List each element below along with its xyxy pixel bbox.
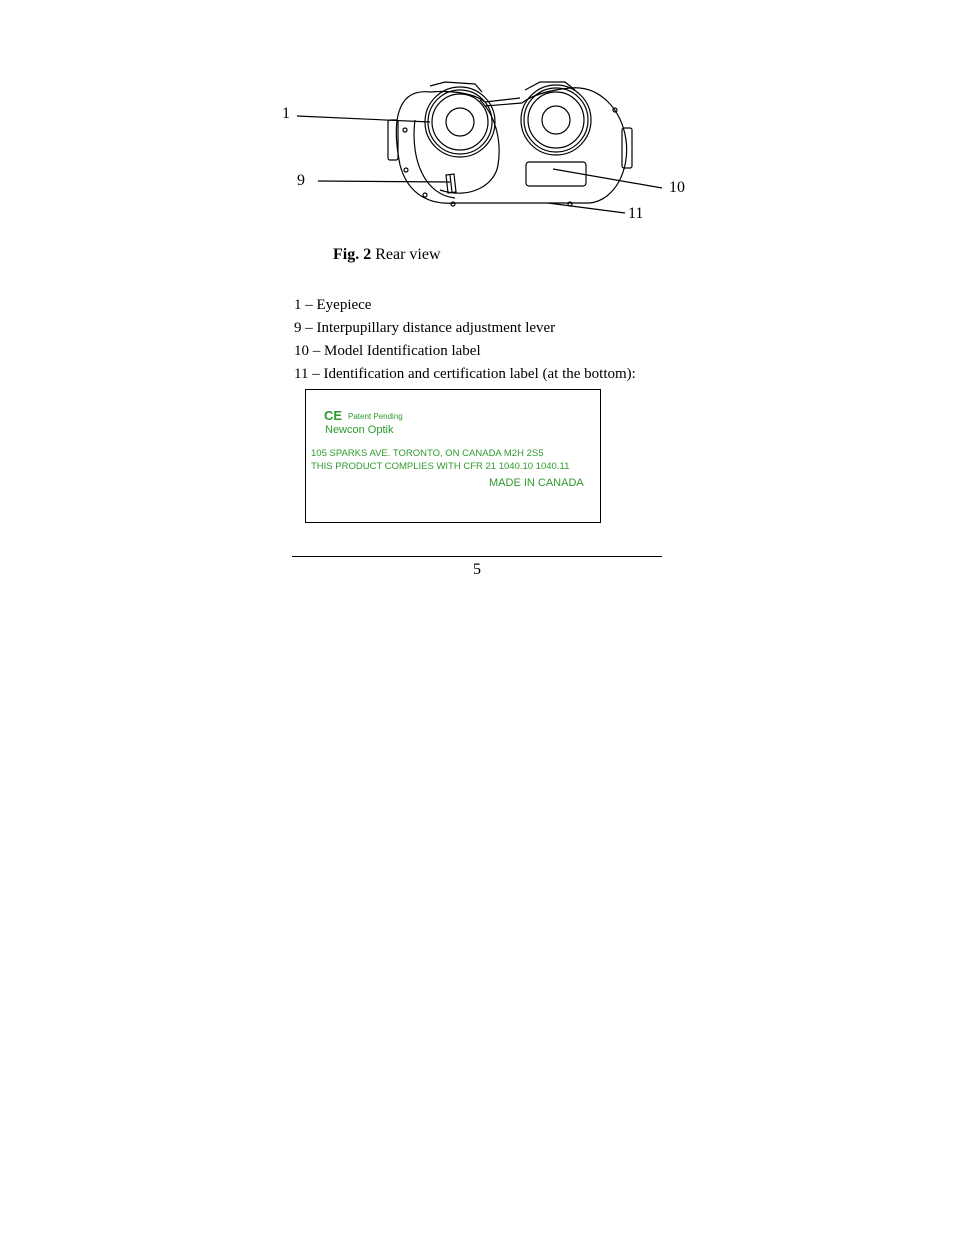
leader-9 xyxy=(318,181,450,182)
made-in-text: MADE IN CANADA xyxy=(489,477,584,489)
leader-11 xyxy=(548,203,625,213)
left-eyepiece xyxy=(425,87,495,157)
footer-rule xyxy=(292,556,662,557)
compliance-text: THIS PRODUCT COMPLIES WITH CFR 21 1040.10 1040.11 xyxy=(311,461,570,472)
legend-item-11: 11 – Identification and certification label (at the bottom): xyxy=(294,366,636,382)
legend-item-9: 9 – Interpupillary distance adjustment lever xyxy=(294,320,556,336)
company-name: Newcon Optik xyxy=(325,424,394,436)
patent-pending-text: Patent Pending xyxy=(348,412,403,421)
rear-view-figure xyxy=(270,70,710,235)
right-eyepiece xyxy=(521,85,591,155)
figure-caption xyxy=(333,245,441,265)
binocular-rear-drawing xyxy=(270,70,710,235)
certification-label xyxy=(305,389,601,523)
ce-mark: CE xyxy=(324,408,343,423)
figure-title: Rear view xyxy=(375,246,441,263)
company-address: 105 SPARKS AVE. TORONTO, ON CANADA M2H 2S5 xyxy=(311,448,544,459)
legend-item-1: 1 – Eyepiece xyxy=(294,297,372,313)
callout-10: 10 xyxy=(669,179,685,196)
callout-11: 11 xyxy=(628,205,644,222)
leader-10 xyxy=(553,169,662,188)
model-label-rect xyxy=(526,162,586,186)
figure-number: Fig. 2 xyxy=(333,246,372,263)
leader-1 xyxy=(297,116,430,122)
callout-9: 9 xyxy=(297,172,305,189)
legend-item-10: 10 – Model Identification label xyxy=(294,343,481,359)
callout-1: 1 xyxy=(282,105,290,122)
page-number: 5 xyxy=(473,561,481,578)
